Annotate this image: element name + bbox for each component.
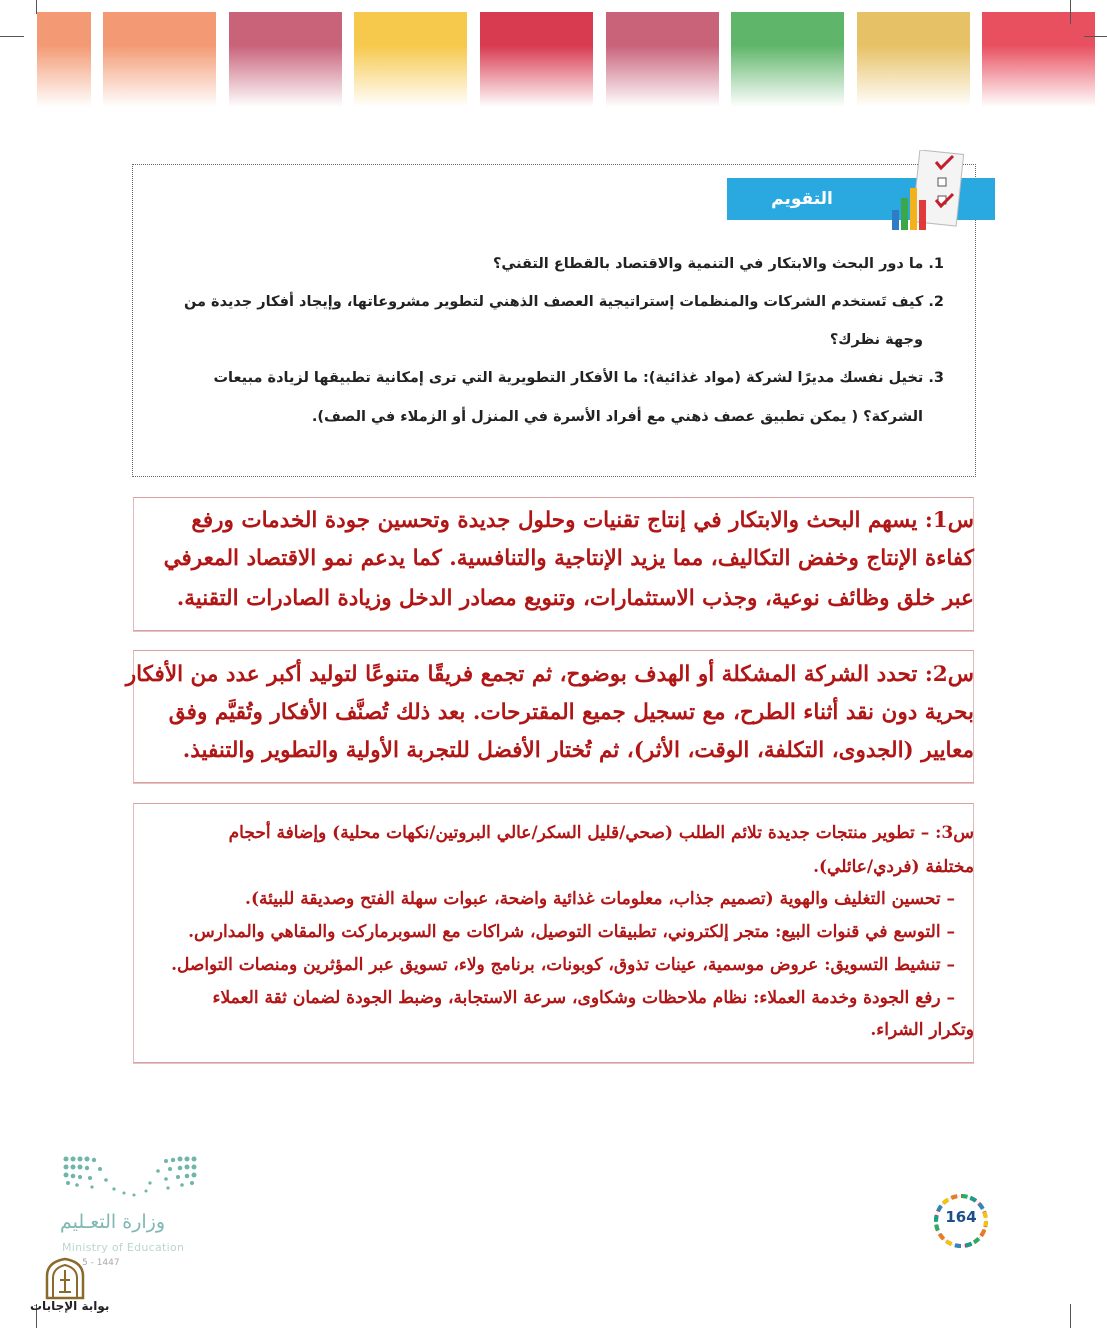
answer-2-line-2: بحرية دون نقد أثناء الطرح، مع تسجيل جميع المقترحات. بعد ذلك تُصنَّف الأفكار وتُقيَّم وفق (168, 700, 974, 725)
answers-portal-logo-icon (44, 1256, 86, 1300)
crop-mark (1070, 0, 1071, 24)
crop-mark (1070, 1304, 1071, 1328)
crop-mark (0, 36, 24, 37)
answer-2-line-1: س2: تحدد الشركة المشكلة أو الهدف بوضوح، ثم تجمع فريقًا متنوعًا لتوليد أكبر عدد من الأفكار (125, 662, 974, 687)
answer-3-line-2: مختلفة (فردي/عائلي). (813, 857, 974, 877)
answers-portal-label: بوابة الإجابات (30, 1299, 110, 1313)
answer-1-line-3: عبر خلق وظائف نوعية، وجذب الاستثمارات، وتنويع مصادر الدخل وزيادة الصادرات التقنية. (176, 586, 974, 611)
answer-3-line-5: – تنشيط التسويق: عروض موسمية، عينات تذوق، كوبونات، برنامج ولاء، تسويق عبر المؤثرين ومنصات التواصل. (171, 955, 955, 975)
crop-mark (36, 0, 37, 14)
answer-2-line-3: معايير (الجدوى، التكلفة، الوقت، الأثر)، ثم تُختار الأفضل للتجربة الأولية والتطوير والتنفيذ. (182, 738, 974, 763)
answer-3-line-6: – رفع الجودة وخدمة العملاء: نظام ملاحظات وشكاوى، سرعة الاستجابة، وضبط الجودة لضمان ثقة العملاء (212, 988, 955, 1008)
question-2-line-1: 2. كيف تَستخدم الشركات والمنظمات إستراتيجية العصف الذهني لتطوير مشروعاتها، وإيجاد أفكار جديدة من (183, 294, 944, 310)
page-number: 164 (945, 1208, 977, 1226)
answer-1-line-1: س1: يسهم البحث والابتكار في إنتاج تقنيات وحلول جديدة وتحسين جودة الخدمات ورفع (191, 508, 974, 533)
edition-year: 5 - 1447 (82, 1258, 120, 1268)
answer-1-line-2: كفاءة الإنتاج وخفض التكاليف، مما يزيد الإنتاجية والتنافسية. كما يدعم نمو الاقتصاد المعرفي (163, 546, 974, 571)
evaluation-title: التقويم (771, 189, 833, 209)
question-2-line-2: وجهة نظرك؟ (829, 332, 923, 348)
checklist-chart-icon (886, 150, 966, 235)
answer-3-line-4: – التوسع في قنوات البيع: متجر إلكتروني، تطبيقات التوصيل، شراكات مع السوبرماركت والمقاهي والمدارس. (188, 922, 955, 942)
answer-3-line-1: س3: – تطوير منتجات جديدة تلائم الطلب (صحي/قليل السكر/عالي البروتين/نكهات محلية) وإضافة أحجام (228, 823, 974, 843)
answer-3-line-3: – تحسين التغليف والهوية (تصميم جذاب، معلومات غذائية واضحة، عبوات سهلة الفتح وصديقة للبيئة). (245, 889, 955, 909)
ministry-name-english: Ministry of Education (62, 1241, 185, 1254)
question-3-line-1: 3. تخيل نفسك مديرًا لشركة (مواد غذائية): ما الأفكار التطويرية التي ترى إمكانية تطبيقها لزيادة مبيعات (213, 370, 944, 386)
ministry-dots-logo (62, 1153, 198, 1199)
question-1: 1. ما دور البحث والابتكار في التنمية والاقتصاد بالقطاع التقني؟ (493, 256, 944, 272)
ministry-name-arabic: وزارة التعـليم (60, 1211, 166, 1233)
question-3-line-2: الشركة؟ ( يمكن تطبيق عصف ذهني مع أفراد الأسرة في المنزل أو الزملاء في الصف). (311, 409, 923, 425)
answer-3-line-7: وتكرار الشراء. (870, 1020, 974, 1040)
crop-mark (1084, 36, 1107, 37)
tab-fade (30, 12, 1100, 107)
